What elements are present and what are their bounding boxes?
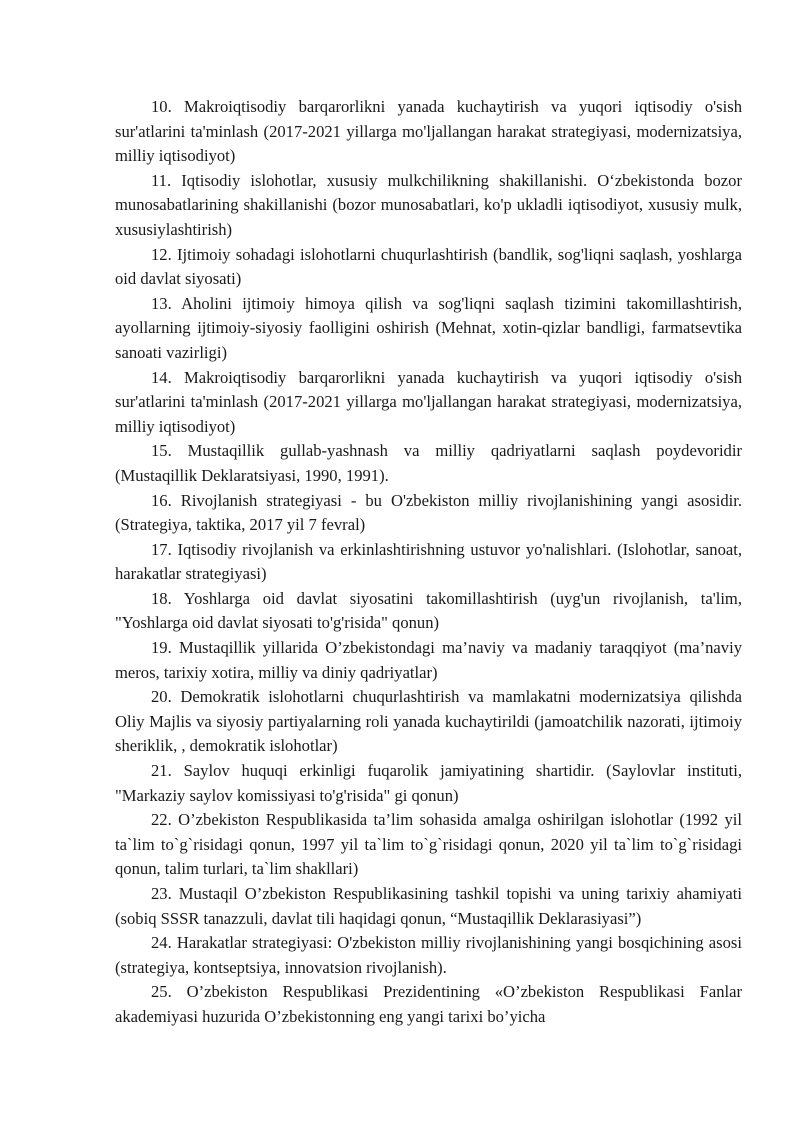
list-item: 15. Mustaqillik gullab-yashnash va milliy qadriyatlarni saqlash poydevoridir (Mustaqillik Deklaratsiyasi, 1990, 1991).	[115, 441, 742, 485]
list-item: 17. Iqtisodiy rivojlanish va erkinlashtirishning ustuvor yo'nalishlari. (Islohotlar, sanoat, harakatlar strategiyasi)	[115, 539, 742, 584]
document-page	[115, 95, 742, 1030]
list-item: 11. Iqtisodiy islohotlar, xususiy mulkchilikning shakillanishi. O‘zbekistonda bozor munosabatlarining shakillanishi (bozor munosabatlari, ko'p ukladli iqtisodiyot, xususiy mulk, xususiylashtirish)	[115, 170, 742, 239]
list-item: 18. Yoshlarga oid davlat siyosatini takomillashtirish (uyg'un rivojlanish, ta'lim, "Yoshlarga oid davlat siyosati to'g'risida" qonun)	[115, 588, 742, 633]
list-item: 19. Mustaqillik yillarida O’zbekistondagi ma’naviy va madaniy taraqqiyot (ma’naviy meros, tarixiy xotira, milliy va diniy qadriyatlar)	[115, 638, 742, 682]
list-item: 12. Ijtimoiy sohadagi islohotlarni chuqurlashtirish (bandlik, sog'liqni saqlash, yoshlarga oid davlat siyosati)	[115, 244, 742, 289]
list-item: 14. Makroiqtisodiy barqarorlikni yanada kuchaytirish va yuqori iqtisodiy o'sish sur'atlarini ta'minlash (2017-2021 yillarga mo'ljallangan harakat strategiyasi, modernizatsiya, milliy iqtisodiyot)	[115, 367, 742, 436]
list-item: 21. Saylov huquqi erkinligi fuqarolik jamiyatining shartidir. (Saylovlar instituti, "Markaziy saylov komissiyasi to'g'risida" gi qonun)	[115, 761, 742, 805]
list-item: 25. O’zbekiston Respublikasi Prezidentining «O’zbekiston Respublikasi Fanlar akademiyasi huzurida O’zbekistonning eng yangi tarixi bo’yicha	[115, 982, 742, 1026]
list-item: 13. Aholini ijtimoiy himoya qilish va sog'liqni saqlash tizimini takomillashtirish, ayollarning ijtimoiy-siyosiy faolligini oshirish (Mehnat, xotin-qizlar bandligi, farmatsevtika sanoati vazirligi)	[115, 293, 742, 362]
list-item: 23. Mustaqil O’zbekiston Respublikasining tashkil topishi va uning tarixiy ahamiyati (sobiq SSSR tanazzuli, davlat tili haqidagi qonun, “Mustaqillik Deklarasiyasi”)	[115, 884, 742, 928]
list-item: 24. Harakatlar strategiyasi: O'zbekiston milliy rivojlanishining yangi bosqichining asosi (strategiya, kontseptsiya, innovatsion rivojlanish).	[115, 933, 742, 977]
list-item: 22. O’zbekiston Respublikasida ta’lim sohasida amalga oshirilgan islohotlar (1992 yil ta`lim to`g`risidagi qonun, 1997 yil ta`lim to`g`risidagi qonun, 2020 yil ta`lim to`g`risidagi qonun, talim turlari, ta`lim shakllari)	[115, 810, 742, 879]
list-item: 16. Rivojlanish strategiyasi - bu O'zbekiston milliy rivojlanishining yangi asosidir. (Strategiya, taktika, 2017 yil 7 fevral)	[115, 490, 742, 535]
list-item: 10. Makroiqtisodiy barqarorlikni yanada kuchaytirish va yuqori iqtisodiy o'sish sur'atlarini ta'minlash (2017-2021 yillarga mo'ljallangan harakat strategiyasi, modernizatsiya, milliy iqtisodiyot)	[115, 97, 742, 166]
list-item: 20. Demokratik islohotlarni chuqurlashtirish va mamlakatni modernizatsiya qilishda Oliy Majlis va siyosiy partiyalarning roli yanada kuchaytirildi (jamoatchilik nazorati, ijtimoiy sheriklik, , demokratik islohotlar)	[115, 687, 742, 756]
